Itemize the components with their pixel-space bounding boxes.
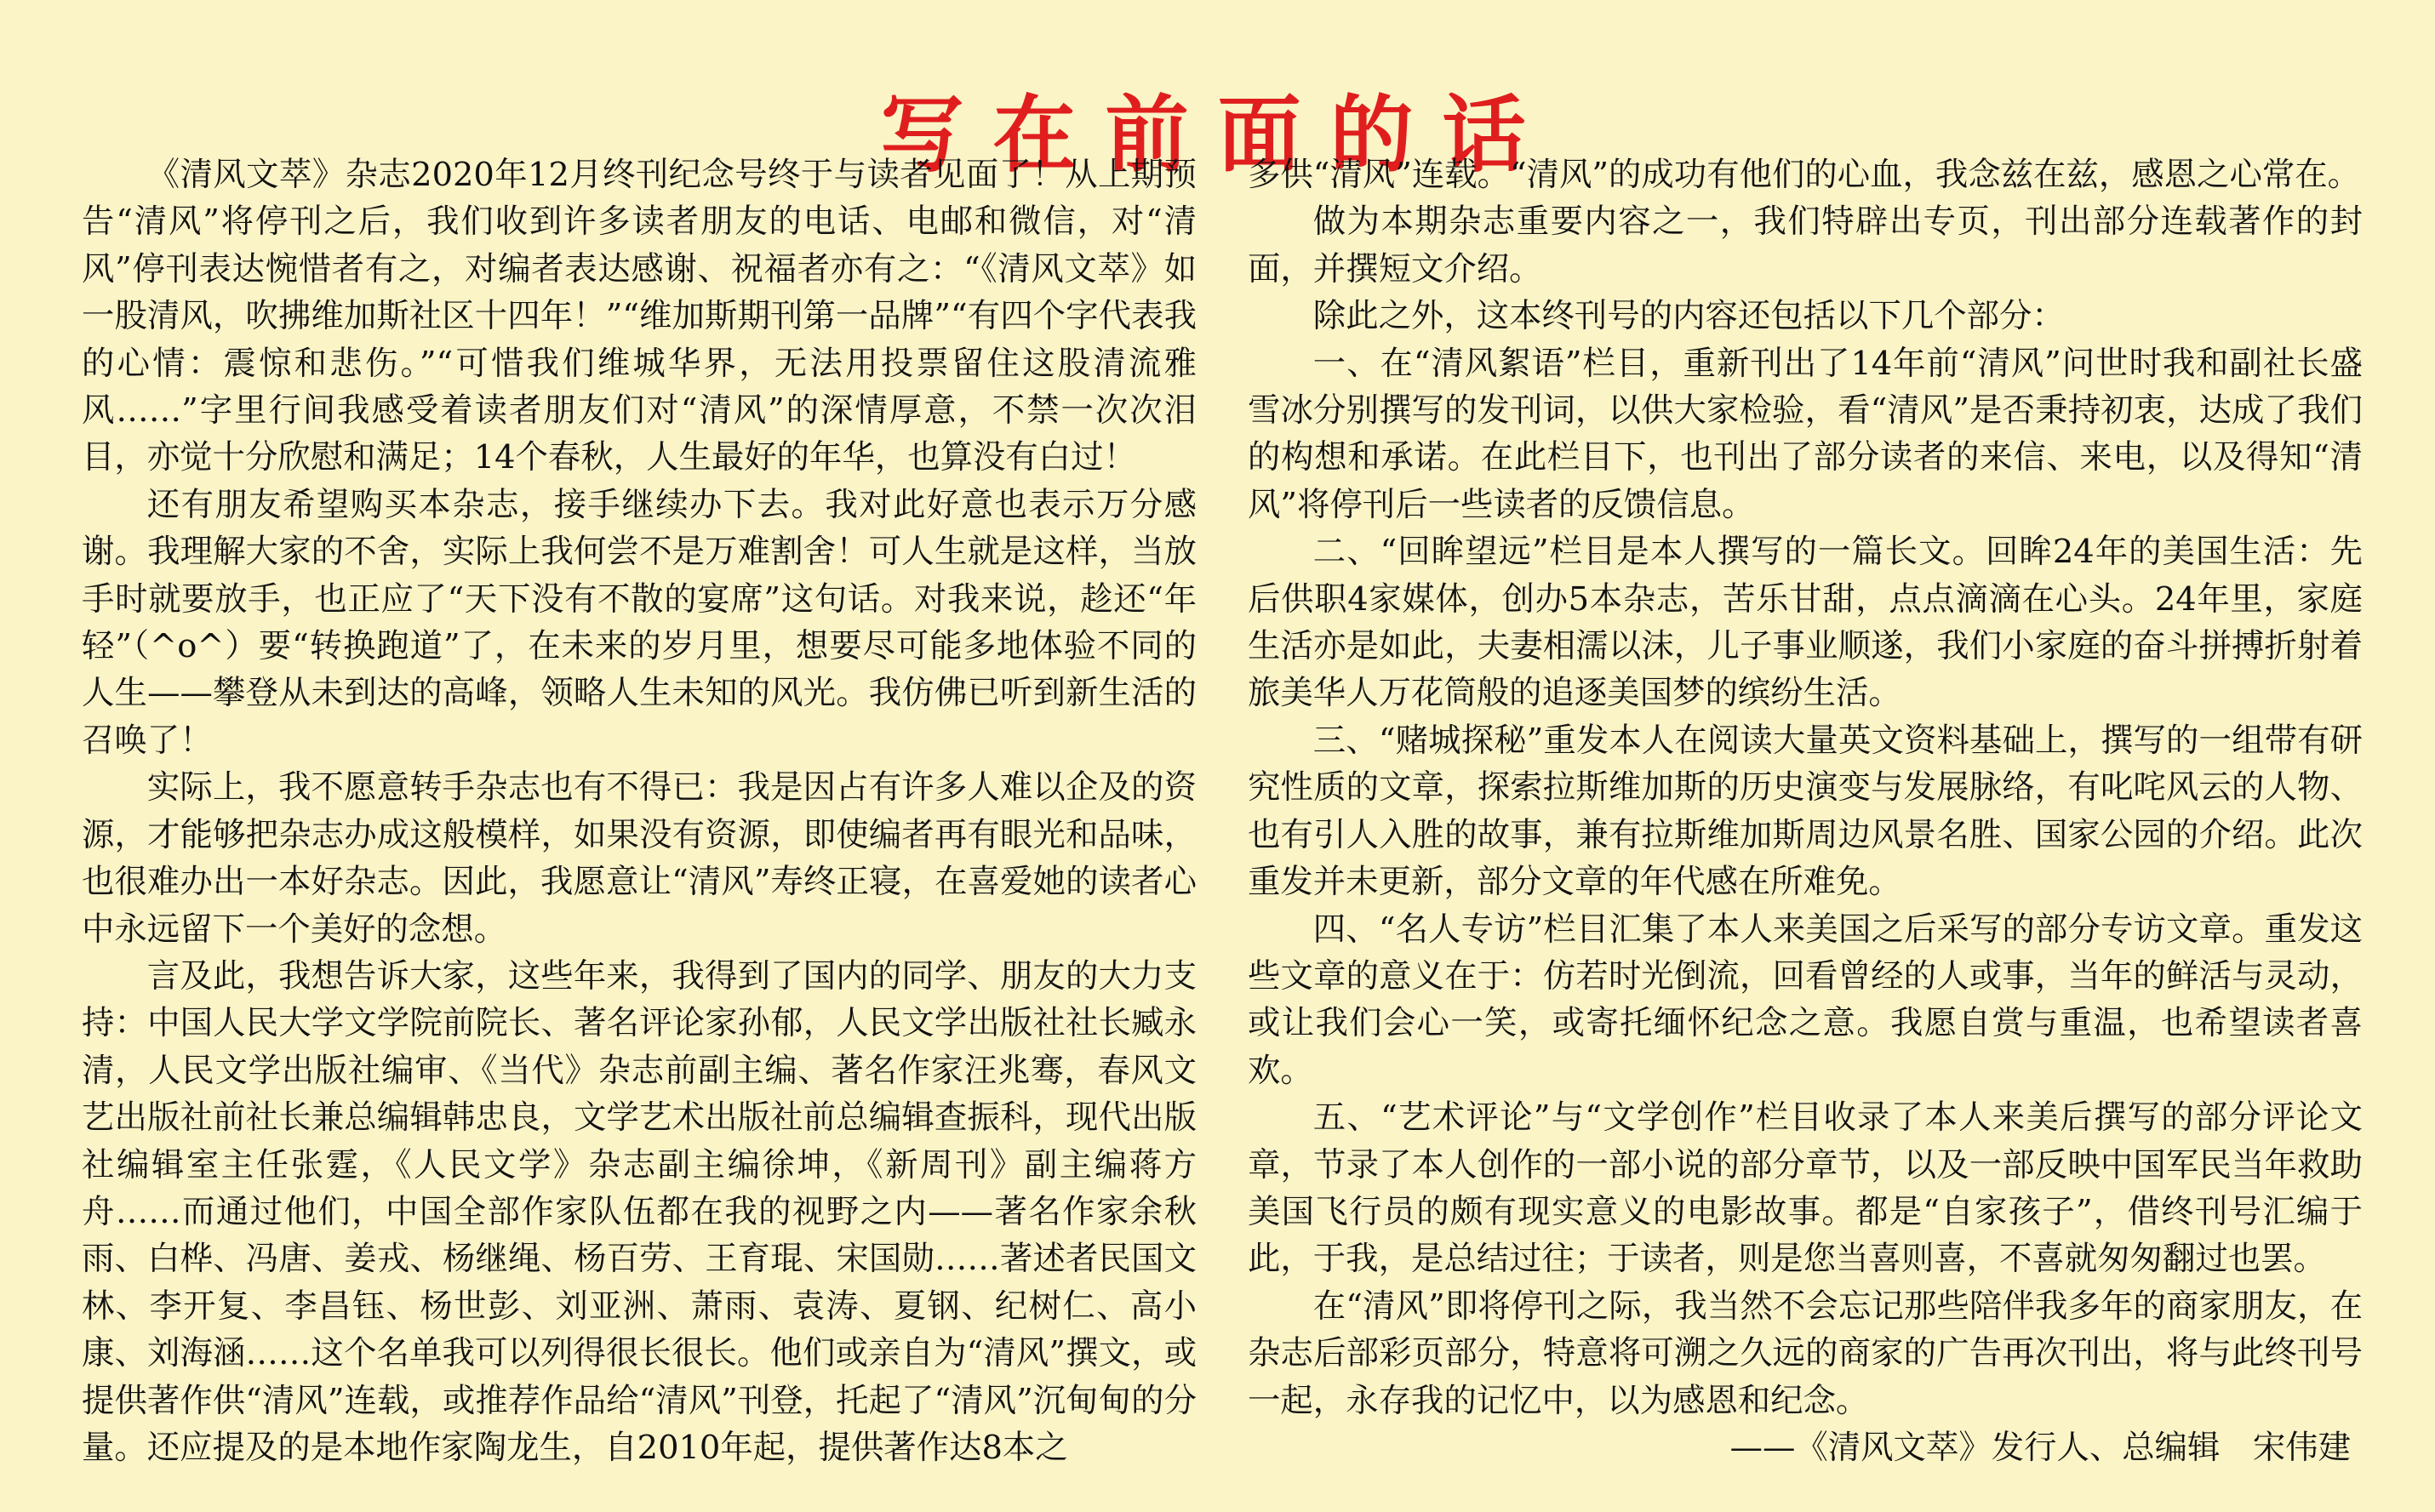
left-column — [82, 151, 1197, 1471]
paragraph-continuation: 多供“清风”连载。“清风”的成功有他们的心血，我念兹在兹，感恩之心常在。 — [1248, 156, 2361, 194]
paragraph: 实际上，我不愿意转手杂志也有不得已：我是因占有许多人难以企及的资源，才能够把杂志办成这般模样，如果没有资源，即使编者再有眼光和品味，也很难办出一本好杂志。因此，我愿意让“清风”寿终正寝，在喜爱她的读者心中永远留下一个美好的念想。 — [82, 768, 1197, 949]
paragraph: 四、“名人专访”栏目汇集了本人来美国之后采写的部分专访文章。重发这些文章的意义在于：仿若时光倒流，回看曾经的人或事，当年的鲜活与灵动，或让我们会心一笑，或寄托缅怀纪念之意。我愿自赏与重温，也希望读者喜欢。 — [1248, 910, 2363, 1090]
paragraph: 五、“艺术评论”与“文学创作”栏目收录了本人来美后撰写的部分评论文章，节录了本人创作的一部小说的部分章节，以及一部反映中国军民当年救助美国飞行员的颇有现实意义的电影故事。都是“自家孩子”，借终刊号汇编于此，于我，是总结过往；于读者，则是您当喜则喜，不喜就匆匆翻过也罢。 — [1248, 1098, 2363, 1279]
right-column — [1248, 151, 2363, 1471]
article-title: 写在前面的话 — [880, 85, 1555, 184]
signature: ——《清风文萃》发行人、总编辑 宋伟建 — [1729, 1428, 2351, 1467]
paragraph: 言及此，我想告诉大家，这些年来，我得到了国内的同学、朋友的大力支持：中国人民大学文学院前院长、著名评论家孙郁，人民文学出版社社长臧永清，人民文学出版社编审、《当代》杂志前副主编、著名作家汪兆骞，春风文艺出版社前社长兼总编辑韩忠良，文学艺术出版社前总编辑查振科，现代出版社编辑室主任张霆，《人民文学》杂志副主编徐坤，《新周刊》副主编蒋方舟……而通过他们，中国全部作家队伍都在我的视野之内——著名作家余秋雨、白桦、冯唐、姜戎、杨继绳、杨百劳、王育琨、宋国勋……著述者民国文林、李开复、李昌钰、杨世彭、刘亚洲、萧雨、袁涛、夏钢、纪树仁、高小康、刘海涵……这个名单我可以列得很长很长。他们或亲自为“清风”撰文，或提供著作供“清风”连载，或推荐作品给“清风”刊登，托起了“清风”沉甸甸的分量。还应提及的是本地作家陶龙生，自2010年起，提供著作达8本之 — [82, 956, 1197, 1467]
paragraph: 一、在“清风絮语”栏目，重新刊出了14年前“清风”问世时我和副社长盛雪冰分别撰写的发刊词，以供大家检验，看“清风”是否秉持初衷，达成了我们的构想和承诺。在此栏目下，也刊出了部分读者的来信、来电，以及得知“清风”将停刊后一些读者的反馈信息。 — [1248, 344, 2363, 524]
paragraph: 除此之外，这本终刊号的内容还包括以下几个部分： — [1312, 297, 2065, 336]
paragraph: 在“清风”即将停刊之际，我当然不会忘记那些陪伴我多年的商家朋友，在杂志后部彩页部分，特意将可溯之久远的商家的广告再次刊出，将与此终刊号一起，永存我的记忆中，以为感恩和纪念。 — [1248, 1287, 2363, 1420]
paragraph: 做为本期杂志重要内容之一，我们特辟出专页，刊出部分连载著作的封面，并撰短文介绍。 — [1248, 203, 2363, 288]
paragraph: 还有朋友希望购买本杂志，接手继续办下去。我对此好意也表示万分感谢。我理解大家的不舍，实际上我何尝不是万难割舍！可人生就是这样，当放手时就要放手，也正应了“天下没有不散的宴席”这句话。对我来说，趁还“年轻”（^o^）要“转换跑道”了，在未来的岁月里，想要尽可能多地体验不同的人生——攀登从未到达的高峰，领略人生未知的风光。我仿佛已听到新生活的召唤了！ — [82, 485, 1197, 760]
paragraph: 二、“回眸望远”栏目是本人撰写的一篇长文。回眸24年的美国生活：先后供职4家媒体，创办5本杂志，苦乐甘甜，点点滴滴在心头。24年里，家庭生活亦是如此，夫妻相濡以沫，儿子事业顺遂，我们小家庭的奋斗拼搏折射着旅美华人万花筒般的追逐美国梦的缤纷生活。 — [1248, 533, 2363, 713]
paragraph: 《清风文萃》杂志2020年12月终刊纪念号终于与读者见面了！从上期预告“清风”将停刊之后，我们收到许多读者朋友的电话、电邮和微信，对“清风”停刊表达惋惜者有之，对编者表达感谢、祝福者亦有之：“《清风文萃》如一股清风，吹拂维加斯社区十四年！”“维加斯期刊第一品牌”“有四个字代表我的心情：震惊和悲伤。”“可惜我们维城华界，无法用投票留住这股清流雅风……”字里行间我感受着读者朋友们对“清风”的深情厚意，不禁一次次泪目，亦觉十分欣慰和满足；14个春秋，人生最好的年华，也算没有白过！ — [82, 156, 1197, 477]
paragraph: 三、“赌城探秘”重发本人在阅读大量英文资料基础上，撰写的一组带有研究性质的文章，探索拉斯维加斯的历史演变与发展脉络，有叱咤风云的人物、也有引人入胜的故事，兼有拉斯维加斯周边风景名胜、国家公园的介绍。此次重发并未更新，部分文章的年代感在所难免。 — [1248, 721, 2363, 902]
